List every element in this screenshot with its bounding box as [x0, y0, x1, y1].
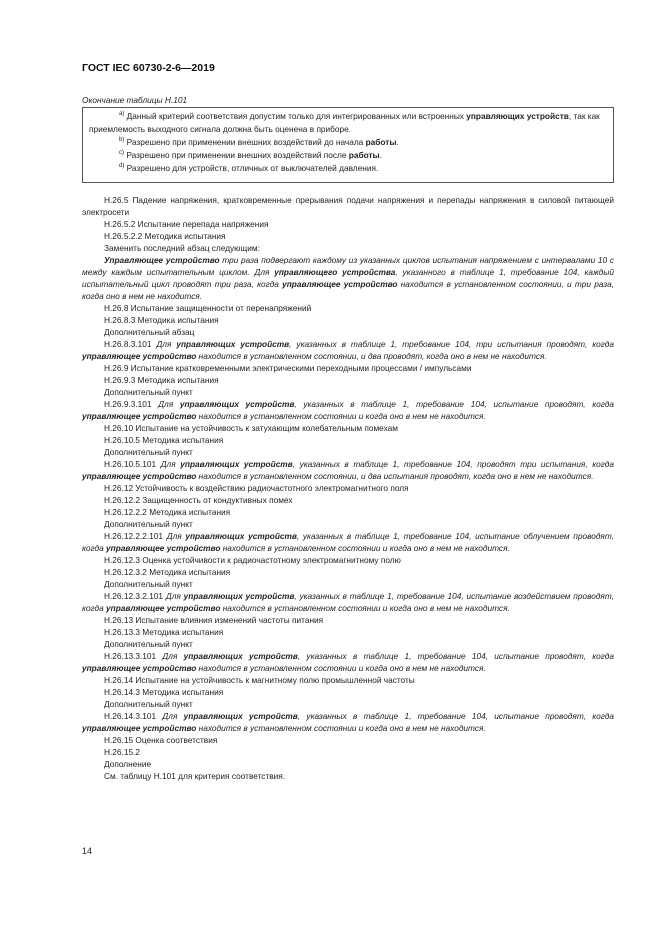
- paragraph-text: Н.26.9 Испытание кратковременными электрическими переходными процессами / импульсами: [104, 363, 472, 373]
- paragraph-text: , указанных в таблице 1, требование 104, три испытания проводят, когда: [289, 339, 614, 349]
- paragraph-text: Управляющее устройство: [104, 255, 220, 265]
- paragraph-text: Дополнительный пункт: [104, 699, 193, 709]
- paragraph-text: управляющих устройств: [176, 339, 290, 349]
- paragraph-p24: [82, 566, 614, 578]
- paragraph-text: Для: [156, 339, 177, 349]
- paragraph-text: находится в установленном состоянии и когда оно в нем не находится.: [220, 543, 510, 553]
- paragraph-text: Н.26.14 Испытание на устойчивость к магнитному полю промышленной частоты: [104, 675, 415, 685]
- paragraph-p08: [82, 326, 614, 338]
- paragraph-text: Н.26.12 Устойчивость к воздействию радиочастотного электромагнитного поля: [104, 483, 409, 493]
- paragraph-text: управляющее устройство: [82, 723, 197, 733]
- paragraph-p17: [82, 458, 614, 482]
- paragraph-p11: [82, 374, 614, 386]
- paragraph-text: находится в установленном состоянии, и два проводят, когда оно в нем не находится.: [196, 351, 547, 361]
- paragraph-p38: [82, 770, 614, 782]
- paragraph-text: Дополнительный пункт: [104, 519, 193, 529]
- paragraph-text: управляющее устройство: [82, 351, 197, 361]
- paragraph-p07: [82, 314, 614, 326]
- note-mark: b): [119, 137, 125, 144]
- paragraph-p04: [82, 242, 614, 254]
- paragraph-text: управляющее устройство: [106, 543, 221, 553]
- paragraph-text: Для: [160, 459, 181, 469]
- paragraph-text: находится в установленном состоянии и когда оно в нем не находится.: [220, 603, 510, 613]
- paragraph-text: Н.26.14.3.101: [104, 711, 163, 721]
- document-body: [82, 194, 614, 782]
- paragraph-text: управляющего устройства: [274, 267, 396, 277]
- paragraph-text: Дополнительный пункт: [104, 387, 193, 397]
- paragraph-text: Н.26.9.3.101: [104, 399, 159, 409]
- paragraph-text: Н.26.8 Испытание защищенности от перенапряжений: [104, 303, 312, 313]
- paragraph-p23: [82, 554, 614, 566]
- paragraph-p05: [82, 254, 614, 302]
- paragraph-text: Дополнительный пункт: [104, 639, 193, 649]
- paragraph-p01: [82, 194, 614, 218]
- page-number: 14: [82, 846, 93, 856]
- paragraph-text: Н.26.12.2.2.101: [104, 531, 167, 541]
- note-mark: d): [119, 163, 125, 170]
- paragraph-text: Для: [158, 399, 180, 409]
- paragraph-p35: [82, 734, 614, 746]
- paragraph-p19: [82, 494, 614, 506]
- paragraph-p30: [82, 650, 614, 674]
- paragraph-text: находится в установленном состоянии и когда оно в нем не находится.: [196, 411, 486, 421]
- paragraph-text: , указанных в таблице 1, требование 104, испытание проводят, когда: [294, 399, 614, 409]
- paragraph-p03: [82, 230, 614, 242]
- paragraph-text: Для: [162, 711, 184, 721]
- paragraph-text: Н.26.5.2 Испытание перепада напряжения: [104, 219, 269, 229]
- paragraph-text: Заменить последний абзац следующим:: [104, 243, 260, 253]
- paragraph-text: Дополнительный пункт: [104, 447, 193, 457]
- paragraph-p16: [82, 446, 614, 458]
- paragraph-p29: [82, 638, 614, 650]
- paragraph-text: управляющих устройств: [183, 591, 295, 601]
- note-d: $^{d)}$ Разрешено для устройств, отличных от выключателей давления.: [119, 163, 379, 173]
- paragraph-p06: [82, 302, 614, 314]
- paragraph-text: Н.26.13.3.101: [104, 651, 163, 661]
- paragraph-text: Н.26.5.2.2 Методика испытания: [104, 231, 226, 241]
- paragraph-text: Н.26.12.2.2 Методика испытания: [104, 507, 231, 517]
- paragraph-text: Н.26.13 Испытание влияния изменений частоты питания: [104, 615, 324, 625]
- paragraph-p33: [82, 698, 614, 710]
- table-notes: [82, 107, 614, 183]
- paragraph-text: Н.26.10.5 Методика испытания: [104, 435, 224, 445]
- note-mark: a): [119, 111, 125, 118]
- paragraph-text: управляющее устройство: [82, 471, 197, 481]
- paragraph-text: Н.26.12.2 Защищенность от кондуктивных помех: [104, 495, 293, 505]
- paragraph-text: , указанных в таблице 1, требование 104, испытание облучением проводят, когда: [82, 531, 614, 553]
- paragraph-text: Н.26.9.3 Методика испытания: [104, 375, 219, 385]
- paragraph-text: управляющее устройство: [106, 603, 221, 613]
- paragraph-p31: [82, 674, 614, 686]
- paragraph-text: управляющих устройств: [183, 651, 298, 661]
- paragraph-text: Для: [162, 651, 184, 661]
- paragraph-text: , указанного в таблице 1, требование 104, каждый испытательный цикл проводят три раза, когда: [82, 267, 614, 289]
- paragraph-text: Дополнение: [104, 759, 152, 769]
- paragraph-text: , указанных в таблице 1, требование 104, испытание проводят, когда: [297, 711, 614, 721]
- paragraph-p18: [82, 482, 614, 494]
- paragraph-text: находится в установленном состоянии, и три раза, когда оно в нем не находится.: [82, 279, 614, 301]
- paragraph-text: управляющих устройств: [180, 459, 293, 469]
- paragraph-p20: [82, 506, 614, 518]
- paragraph-p36: [82, 746, 614, 758]
- paragraph-text: управляющих устройств: [179, 399, 295, 409]
- paragraph-text: Н.26.12.3.2 Методика испытания: [104, 567, 231, 577]
- paragraph-text: управляющее устройство: [282, 279, 398, 289]
- paragraph-text: Н.26.14.3 Методика испытания: [104, 687, 224, 697]
- paragraph-p28: [82, 626, 614, 638]
- paragraph-text: управляющих устройств: [183, 711, 298, 721]
- paragraph-text: См. таблицу Н.101 для критерия соответствия.: [104, 771, 286, 781]
- paragraph-text: Н.26.10.5.101: [104, 459, 161, 469]
- paragraph-text: Н.26.15.2: [104, 747, 140, 757]
- paragraph-text: Н.26.8.3 Методика испытания: [104, 315, 219, 325]
- paragraph-p25: [82, 578, 614, 590]
- paragraph-text: Для: [166, 531, 186, 541]
- paragraph-text: управляющее устройство: [82, 411, 197, 421]
- paragraph-text: управляющих устройств: [185, 531, 297, 541]
- paragraph-text: Н.26.8.3.101: [104, 339, 157, 349]
- paragraph-p15: [82, 434, 614, 446]
- note-b: $^{b)}$ Разрешено при применении внешних воздействий до начала работы.: [119, 137, 399, 147]
- paragraph-text: управляющее устройство: [82, 663, 197, 673]
- paragraph-p32: [82, 686, 614, 698]
- note-mark: c): [119, 150, 124, 157]
- paragraph-text: Дополнительный абзац: [104, 327, 195, 337]
- paragraph-p14: [82, 422, 614, 434]
- paragraph-p13: [82, 398, 614, 422]
- paragraph-p34: [82, 710, 614, 734]
- paragraph-p02: [82, 218, 614, 230]
- paragraph-text: Н.26.5 Падение напряжения, кратковременные прерывания подачи напряжения и перепады напряжения в силовой питающей электросети: [82, 195, 614, 217]
- paragraph-text: три раза подвергают каждому из указанных циклов испытания напряжением с интервалами 10 с между каждым испытательным циклом. Для: [82, 255, 614, 277]
- paragraph-text: находится в установленном состоянии и когда оно в нем не находится.: [196, 663, 486, 673]
- paragraph-p26: [82, 590, 614, 614]
- note-c: $^{c)}$ Разрешено при применении внешних воздействий после работы.: [119, 150, 382, 160]
- paragraph-text: находится в установленном состоянии, и два испытания проводят, когда оно в нем не находится.: [196, 471, 594, 481]
- paragraph-p12: [82, 386, 614, 398]
- paragraph-text: Н.26.12.3.2.101: [104, 591, 166, 601]
- paragraph-text: находится в установленном состоянии и когда оно в нем не находится.: [196, 723, 486, 733]
- paragraph-p37: [82, 758, 614, 770]
- paragraph-text: Н.26.10 Испытание на устойчивость к затухающим колебательным помехам: [104, 423, 398, 433]
- paragraph-text: Н.26.12.3 Оценка устойчивости к радиочастотному электромагнитному полю: [104, 555, 401, 565]
- paragraph-p09: [82, 338, 614, 362]
- paragraph-text: Для: [165, 591, 184, 601]
- paragraph-p10: [82, 362, 614, 374]
- paragraph-text: Н.26.13.3 Методика испытания: [104, 627, 224, 637]
- paragraph-text: , указанных в таблице 1, требование 104, проводят три испытания, когда: [292, 459, 614, 469]
- paragraph-text: , указанных в таблице 1, требование 104, испытание воздействием проводят, когда: [82, 591, 614, 613]
- note-a: $^{a)}$ Данный критерий соответствия допустим только для интегрированных или встроенных управляющих устройств, так как приемлемость выходного сигнала должна быть оценена в приборе.: [89, 111, 600, 134]
- paragraph-p27: [82, 614, 614, 626]
- paragraph-text: , указанных в таблице 1, требование 104, испытание проводят, когда: [297, 651, 614, 661]
- document-header: ГОСТ IEC 60730-2-6—2019: [82, 62, 215, 74]
- paragraph-text: Дополнительный пункт: [104, 579, 193, 589]
- paragraph-p21: [82, 518, 614, 530]
- paragraph-p22: [82, 530, 614, 554]
- paragraph-text: Н.26.15 Оценка соответствия: [104, 735, 218, 745]
- table-caption: Окончание таблицы Н.101: [82, 95, 188, 105]
